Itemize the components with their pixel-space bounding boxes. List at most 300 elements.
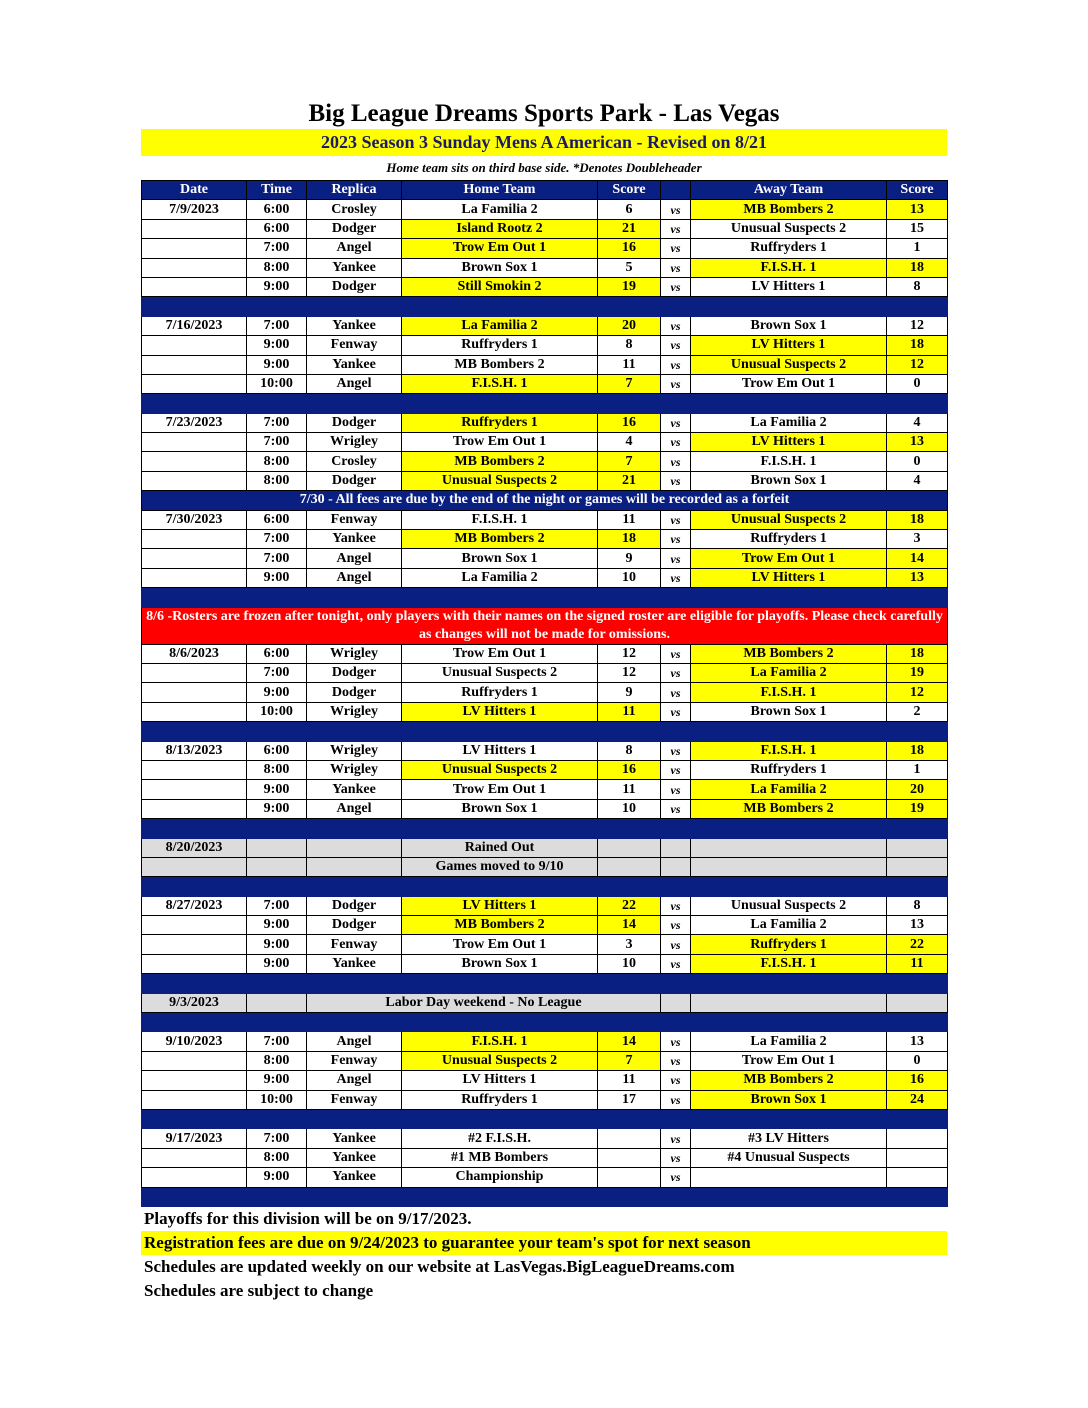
- home-team: Trow Em Out 1: [402, 935, 598, 954]
- separator-cell: [247, 1109, 307, 1128]
- schedule-body: [142, 200, 948, 1207]
- game-time: 7:00: [247, 549, 307, 568]
- separator-cell: [307, 588, 402, 607]
- game-date: [142, 549, 247, 568]
- empty-cell: [598, 857, 661, 876]
- page-title: Big League Dreams Sports Park - Las Vegas: [308, 100, 780, 127]
- away-score: 13: [887, 568, 948, 587]
- game-time: 7:00: [247, 663, 307, 682]
- empty-cell: [247, 857, 307, 876]
- away-score: 13: [887, 200, 948, 219]
- separator-cell: [598, 1013, 661, 1032]
- home-score: 14: [598, 916, 661, 935]
- separator-cell: [307, 394, 402, 413]
- home-team: Ruffryders 1: [402, 1090, 598, 1109]
- separator-cell: [598, 877, 661, 896]
- game-field: Angel: [307, 374, 402, 393]
- home-team: Unusual Suspects 2: [402, 663, 598, 682]
- game-date: 7/30/2023: [142, 510, 247, 529]
- game-field: Dodger: [307, 277, 402, 296]
- game-date: [142, 258, 247, 277]
- game-row: [142, 663, 948, 682]
- footer-note: Playoffs for this division will be on 9/17/2023.: [144, 1208, 472, 1228]
- game-row: [142, 954, 948, 973]
- away-team: Unusual Suspects 2: [691, 510, 887, 529]
- game-time: 9:00: [247, 336, 307, 355]
- away-score: 12: [887, 355, 948, 374]
- game-date: [142, 1071, 247, 1090]
- separator-cell: [887, 1187, 948, 1206]
- away-team: La Familia 2: [691, 413, 887, 432]
- game-date: [142, 471, 247, 490]
- home-team: LV Hitters 1: [402, 702, 598, 721]
- vs-label: vs: [661, 644, 691, 663]
- game-time: 8:00: [247, 760, 307, 779]
- away-score: 13: [887, 1032, 948, 1051]
- game-row: [142, 316, 948, 335]
- separator-cell: [142, 588, 247, 607]
- rainout-row: [142, 857, 948, 876]
- game-date: 7/9/2023: [142, 200, 247, 219]
- vs-label: vs: [661, 741, 691, 760]
- separator-cell: [142, 394, 247, 413]
- home-score: 21: [598, 471, 661, 490]
- away-score: 1: [887, 239, 948, 258]
- separator-cell: [402, 394, 598, 413]
- separator-cell: [247, 1187, 307, 1206]
- away-score: 14: [887, 549, 948, 568]
- vs-label: vs: [661, 683, 691, 702]
- empty-cell: [887, 993, 948, 1012]
- separator-cell: [661, 1109, 691, 1128]
- away-score: 18: [887, 510, 948, 529]
- empty-cell: [691, 838, 887, 857]
- week-separator: [142, 1013, 948, 1032]
- away-score: 15: [887, 219, 948, 238]
- rainout-row: [142, 838, 948, 857]
- away-team: La Familia 2: [691, 780, 887, 799]
- separator-cell: [142, 297, 247, 316]
- separator-cell: [691, 819, 887, 838]
- separator-cell: [402, 1109, 598, 1128]
- game-time: 9:00: [247, 799, 307, 818]
- home-score: 3: [598, 935, 661, 954]
- game-date: [142, 916, 247, 935]
- game-time: 8:00: [247, 452, 307, 471]
- home-score: 9: [598, 683, 661, 702]
- home-team: MB Bombers 2: [402, 530, 598, 549]
- game-field: Angel: [307, 799, 402, 818]
- game-row: [142, 644, 948, 663]
- game-field: Fenway: [307, 336, 402, 355]
- home-score: 11: [598, 355, 661, 374]
- game-time: 9:00: [247, 683, 307, 702]
- game-row: [142, 935, 948, 954]
- separator-cell: [307, 1187, 402, 1206]
- rainout-text: Games moved to 9/10: [402, 857, 598, 876]
- home-score: 20: [598, 316, 661, 335]
- home-score: 5: [598, 258, 661, 277]
- game-time: 10:00: [247, 702, 307, 721]
- home-team: Championship: [402, 1168, 598, 1187]
- separator-cell: [307, 722, 402, 741]
- game-row: [142, 239, 948, 258]
- separator-cell: [598, 722, 661, 741]
- home-team: Ruffryders 1: [402, 336, 598, 355]
- away-score: 24: [887, 1090, 948, 1109]
- schedule-table: [141, 180, 948, 1207]
- game-row: [142, 258, 948, 277]
- away-team: Trow Em Out 1: [691, 1051, 887, 1070]
- separator-cell: [402, 974, 598, 993]
- vs-label: vs: [661, 760, 691, 779]
- game-date: [142, 374, 247, 393]
- separator-cell: [247, 1013, 307, 1032]
- game-time: 9:00: [247, 1071, 307, 1090]
- game-date: 7/16/2023: [142, 316, 247, 335]
- away-score: 20: [887, 780, 948, 799]
- vs-label: vs: [661, 277, 691, 296]
- away-score: [887, 1129, 948, 1148]
- home-score: 16: [598, 760, 661, 779]
- home-score: 10: [598, 568, 661, 587]
- separator-cell: [307, 1013, 402, 1032]
- game-time: 9:00: [247, 935, 307, 954]
- game-date: [142, 568, 247, 587]
- game-row: [142, 219, 948, 238]
- game-time: 7:00: [247, 896, 307, 915]
- away-team: F.I.S.H. 1: [691, 683, 887, 702]
- game-time: 8:00: [247, 471, 307, 490]
- away-team: MB Bombers 2: [691, 200, 887, 219]
- empty-cell: [661, 993, 691, 1012]
- separator-cell: [661, 819, 691, 838]
- separator-cell: [887, 722, 948, 741]
- col-vs: [661, 181, 691, 200]
- week-separator: [142, 877, 948, 896]
- home-team: LV Hitters 1: [402, 741, 598, 760]
- footer-notes: [141, 1207, 947, 1303]
- home-team: Ruffryders 1: [402, 683, 598, 702]
- home-team: Unusual Suspects 2: [402, 760, 598, 779]
- game-row: [142, 530, 948, 549]
- separator-cell: [247, 877, 307, 896]
- week-separator: [142, 588, 948, 607]
- away-team: Ruffryders 1: [691, 239, 887, 258]
- home-team: Trow Em Out 1: [402, 780, 598, 799]
- away-team: F.I.S.H. 1: [691, 452, 887, 471]
- home-team: La Familia 2: [402, 568, 598, 587]
- home-score: 18: [598, 530, 661, 549]
- home-team: #1 MB Bombers: [402, 1148, 598, 1167]
- empty-cell: [247, 993, 307, 1012]
- game-row: [142, 799, 948, 818]
- vs-label: vs: [661, 702, 691, 721]
- game-row: [142, 780, 948, 799]
- vs-label: vs: [661, 780, 691, 799]
- game-field: Yankee: [307, 1148, 402, 1167]
- home-score: 22: [598, 896, 661, 915]
- separator-cell: [887, 1013, 948, 1032]
- home-score: 12: [598, 644, 661, 663]
- home-score: [598, 1148, 661, 1167]
- fee-notice-row: [142, 491, 948, 510]
- col-away-team: Away Team: [691, 181, 887, 200]
- game-field: Angel: [307, 549, 402, 568]
- away-team: Brown Sox 1: [691, 316, 887, 335]
- home-score: 17: [598, 1090, 661, 1109]
- home-score: 10: [598, 799, 661, 818]
- separator-cell: [247, 297, 307, 316]
- game-date: [142, 760, 247, 779]
- game-field: Fenway: [307, 1090, 402, 1109]
- home-team: Trow Em Out 1: [402, 644, 598, 663]
- away-score: [887, 1148, 948, 1167]
- separator-cell: [661, 1013, 691, 1032]
- vs-label: vs: [661, 471, 691, 490]
- game-field: Angel: [307, 1032, 402, 1051]
- home-score: 7: [598, 1051, 661, 1070]
- separator-cell: [661, 1187, 691, 1206]
- home-team: MB Bombers 2: [402, 452, 598, 471]
- header-row: [142, 181, 948, 200]
- away-team: #4 Unusual Suspects: [691, 1148, 887, 1167]
- vs-label: vs: [661, 355, 691, 374]
- away-score: 18: [887, 741, 948, 760]
- home-score: [598, 1129, 661, 1148]
- game-date: 8/6/2023: [142, 644, 247, 663]
- home-score: 16: [598, 413, 661, 432]
- away-score: 1: [887, 760, 948, 779]
- separator-cell: [661, 722, 691, 741]
- away-score: 19: [887, 663, 948, 682]
- separator-cell: [142, 1109, 247, 1128]
- game-date: [142, 1148, 247, 1167]
- game-field: Dodger: [307, 219, 402, 238]
- home-score: 11: [598, 1071, 661, 1090]
- home-team: La Familia 2: [402, 200, 598, 219]
- game-row: [142, 1051, 948, 1070]
- home-score: 12: [598, 663, 661, 682]
- game-row: [142, 374, 948, 393]
- game-time: 10:00: [247, 1090, 307, 1109]
- schedule-page: [141, 98, 947, 1303]
- away-team: Ruffryders 1: [691, 760, 887, 779]
- separator-cell: [661, 877, 691, 896]
- home-team-note: Home team sits on third base side. *Denotes Doubleheader: [386, 160, 702, 175]
- empty-cell: [598, 838, 661, 857]
- empty-cell: [691, 993, 887, 1012]
- game-row: [142, 568, 948, 587]
- game-date: [142, 954, 247, 973]
- away-score: 12: [887, 683, 948, 702]
- away-score: 18: [887, 258, 948, 277]
- col-date: Date: [142, 181, 247, 200]
- separator-cell: [887, 1109, 948, 1128]
- separator-cell: [598, 1187, 661, 1206]
- game-date: [142, 452, 247, 471]
- game-row: [142, 200, 948, 219]
- game-row: [142, 433, 948, 452]
- away-team: Ruffryders 1: [691, 935, 887, 954]
- game-date: 9/10/2023: [142, 1032, 247, 1051]
- away-score: 12: [887, 316, 948, 335]
- separator-cell: [598, 1109, 661, 1128]
- game-time: 8:00: [247, 258, 307, 277]
- game-date: [142, 1090, 247, 1109]
- game-date: [142, 1051, 247, 1070]
- separator-cell: [661, 297, 691, 316]
- away-score: 18: [887, 644, 948, 663]
- away-team: LV Hitters 1: [691, 433, 887, 452]
- home-team: LV Hitters 1: [402, 1071, 598, 1090]
- separator-cell: [142, 974, 247, 993]
- game-field: Wrigley: [307, 741, 402, 760]
- game-row: [142, 277, 948, 296]
- vs-label: vs: [661, 219, 691, 238]
- game-field: Fenway: [307, 510, 402, 529]
- away-score: 18: [887, 336, 948, 355]
- away-team: Trow Em Out 1: [691, 374, 887, 393]
- vs-label: vs: [661, 1032, 691, 1051]
- vs-label: vs: [661, 799, 691, 818]
- home-score: 14: [598, 1032, 661, 1051]
- separator-cell: [307, 1109, 402, 1128]
- game-row: [142, 916, 948, 935]
- separator-cell: [307, 877, 402, 896]
- away-team: Unusual Suspects 2: [691, 355, 887, 374]
- week-separator: [142, 974, 948, 993]
- holiday-row: [142, 993, 948, 1012]
- home-score: 7: [598, 374, 661, 393]
- vs-label: vs: [661, 413, 691, 432]
- vs-label: vs: [661, 1148, 691, 1167]
- vs-label: vs: [661, 568, 691, 587]
- separator-cell: [887, 588, 948, 607]
- separator-cell: [307, 297, 402, 316]
- game-time: 9:00: [247, 568, 307, 587]
- game-field: Yankee: [307, 530, 402, 549]
- separator-cell: [691, 394, 887, 413]
- game-row: [142, 1090, 948, 1109]
- week-separator: [142, 1187, 948, 1206]
- away-team: Brown Sox 1: [691, 1090, 887, 1109]
- away-score: 8: [887, 896, 948, 915]
- away-score: 4: [887, 413, 948, 432]
- separator-cell: [598, 974, 661, 993]
- separator-cell: [402, 877, 598, 896]
- vs-label: vs: [661, 1090, 691, 1109]
- game-date: [142, 857, 247, 876]
- separator-cell: [598, 588, 661, 607]
- home-team: MB Bombers 2: [402, 355, 598, 374]
- rainout-text: Rained Out: [402, 838, 598, 857]
- home-team: La Familia 2: [402, 316, 598, 335]
- home-team: Unusual Suspects 2: [402, 1051, 598, 1070]
- away-score: 19: [887, 799, 948, 818]
- game-time: 6:00: [247, 644, 307, 663]
- game-date: [142, 355, 247, 374]
- home-team: Still Smokin 2: [402, 277, 598, 296]
- game-field: Dodger: [307, 413, 402, 432]
- game-field: Dodger: [307, 916, 402, 935]
- footer-note: Registration fees are due on 9/24/2023 to guarantee your team's spot for next season: [141, 1231, 947, 1255]
- home-score: 16: [598, 239, 661, 258]
- home-score: [598, 1168, 661, 1187]
- game-time: 7:00: [247, 1129, 307, 1148]
- home-score: 11: [598, 510, 661, 529]
- game-row: [142, 741, 948, 760]
- game-field: Fenway: [307, 1051, 402, 1070]
- away-team: LV Hitters 1: [691, 277, 887, 296]
- separator-cell: [661, 588, 691, 607]
- home-team: Brown Sox 1: [402, 799, 598, 818]
- separator-cell: [247, 588, 307, 607]
- game-field: Yankee: [307, 258, 402, 277]
- separator-cell: [691, 722, 887, 741]
- game-row: [142, 510, 948, 529]
- home-team: LV Hitters 1: [402, 896, 598, 915]
- game-field: Angel: [307, 568, 402, 587]
- home-team: Unusual Suspects 2: [402, 471, 598, 490]
- season-subtitle: 2023 Season 3 Sunday Mens A American - Revised on 8/21: [141, 129, 947, 156]
- vs-label: vs: [661, 1129, 691, 1148]
- empty-cell: [247, 838, 307, 857]
- week-separator: [142, 1109, 948, 1128]
- away-score: 0: [887, 1051, 948, 1070]
- game-row: [142, 702, 948, 721]
- week-separator: [142, 722, 948, 741]
- separator-cell: [691, 877, 887, 896]
- game-date: [142, 433, 247, 452]
- game-time: 7:00: [247, 1032, 307, 1051]
- home-score: 21: [598, 219, 661, 238]
- empty-cell: [887, 838, 948, 857]
- empty-cell: [887, 857, 948, 876]
- col-home-team: Home Team: [402, 181, 598, 200]
- separator-cell: [598, 297, 661, 316]
- game-time: 8:00: [247, 1051, 307, 1070]
- game-field: Angel: [307, 1071, 402, 1090]
- game-date: [142, 239, 247, 258]
- home-team: Trow Em Out 1: [402, 239, 598, 258]
- away-score: 11: [887, 954, 948, 973]
- separator-cell: [598, 819, 661, 838]
- game-date: [142, 530, 247, 549]
- away-score: 8: [887, 277, 948, 296]
- away-team: LV Hitters 1: [691, 336, 887, 355]
- game-row: [142, 1032, 948, 1051]
- game-date: [142, 780, 247, 799]
- game-row: [142, 336, 948, 355]
- empty-cell: [691, 857, 887, 876]
- away-score: 22: [887, 935, 948, 954]
- away-team: La Familia 2: [691, 663, 887, 682]
- home-team: F.I.S.H. 1: [402, 374, 598, 393]
- empty-cell: [307, 838, 402, 857]
- separator-cell: [307, 974, 402, 993]
- separator-cell: [691, 588, 887, 607]
- game-date: [142, 935, 247, 954]
- separator-cell: [691, 974, 887, 993]
- game-time: 9:00: [247, 1168, 307, 1187]
- home-team: Trow Em Out 1: [402, 433, 598, 452]
- game-time: 7:00: [247, 413, 307, 432]
- game-field: Yankee: [307, 954, 402, 973]
- home-team: MB Bombers 2: [402, 916, 598, 935]
- game-date: 7/23/2023: [142, 413, 247, 432]
- separator-cell: [598, 394, 661, 413]
